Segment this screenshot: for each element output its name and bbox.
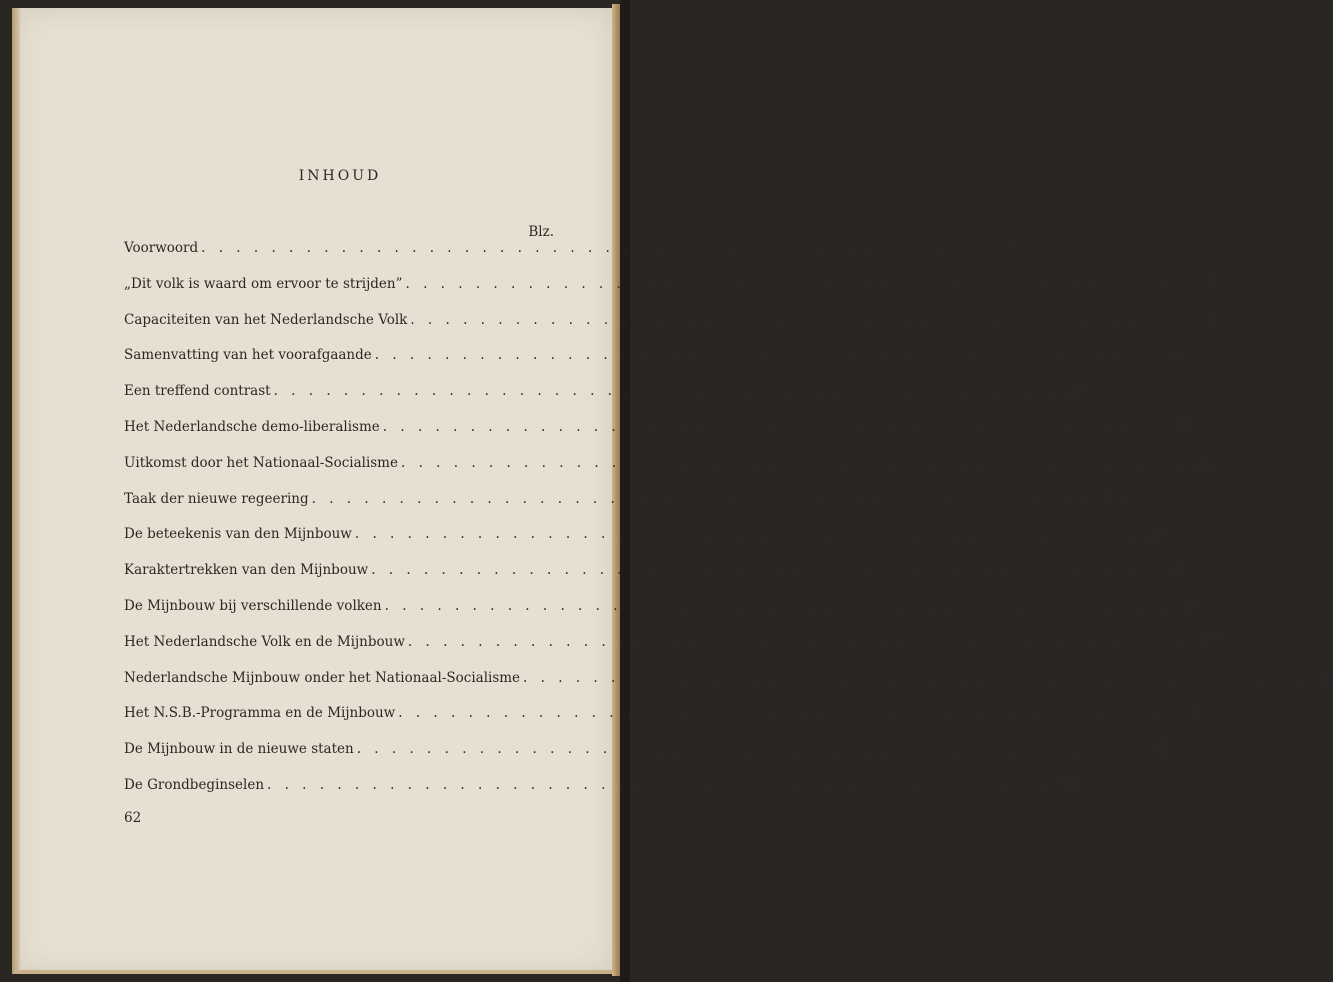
toc-leader-dots: . . . . . . . . . . . . . . . . . . . . . . . . . . . . . . . . . . . . . . . . . . . . . bbox=[267, 776, 1050, 793]
toc-entry-title: De Mijnbouw bij verschillende volken bbox=[124, 597, 382, 614]
toc-entry bbox=[124, 454, 1212, 491]
toc-leader-dots: . . . . . . . . . . . . . . . . . . . . . . . . . . . . . . . . . . . . . . . . . . . . . bbox=[374, 347, 1158, 364]
toc-leader-dots: . . . . . . . . . . . . . . . . . . . . . . . . . . . . . . . . . . . . . . . . . . . . . bbox=[398, 705, 1181, 722]
toc-entry-page: 30 bbox=[1164, 562, 1182, 579]
toc-leader-dots: . . . . . . . . . . . . . . . . . . . . . . . . . . . . . . . . . . . . . . . . . . . . . bbox=[311, 490, 1095, 507]
toc-entry-title: De Mijnbouw in de nieuwe staten bbox=[124, 741, 354, 758]
toc-entry-title: Nederlandsche Mijnbouw onder het Nationaal-Socialisme bbox=[124, 669, 521, 686]
toc-entry-title: Karaktertrekken van den Mijnbouw bbox=[124, 562, 369, 579]
toc-entry-title: Het Nederlandsche demo-liberalisme bbox=[124, 418, 380, 435]
toc-leader-dots: . . . . . . . . . . . . . . . . . . . . . . . . . . . . . . . . . . . . . . . . . . . . . bbox=[273, 383, 1057, 400]
toc-entry bbox=[124, 633, 1219, 670]
toc-entry bbox=[124, 776, 1078, 813]
toc-leader-dots: . . . . . . . . . . . . . . . . . . . . . . . . . . . . . . . . . . . . . . . . . . . . . bbox=[400, 454, 1184, 471]
toc-entry bbox=[124, 597, 1196, 634]
table-of-contents bbox=[124, 240, 1333, 813]
toc-entry-title: „Dit volk is waard om ervoor te strijden” bbox=[124, 275, 403, 292]
toc-entry-title: Voorwoord bbox=[124, 240, 199, 256]
toc-entry-page: 44 bbox=[1316, 669, 1333, 686]
toc-leader-dots: . . . . . . . . . . . . . . . . . . . . . . . . . . . . . . . . . . . . . . . . . . . . . bbox=[384, 597, 1168, 614]
toc-entry-page: 37 bbox=[1201, 633, 1219, 650]
toc-leader-dots: . . . . . . . . . . . . . . . . . . . . . . . . . . . . . . . . . . . . . . . . . . . . . bbox=[356, 741, 1140, 758]
toc-entry-page: 56 bbox=[1060, 776, 1078, 793]
toc-entry-page: 47 bbox=[1191, 705, 1209, 722]
toc-entry bbox=[124, 669, 1333, 706]
toc-entry-page: 5 bbox=[1207, 275, 1216, 292]
toc-leader-dots: . . . . . . . . . . . . . . . . . . . . . . . . . . . . . . . . . . . . . . . . . . . . . bbox=[201, 240, 984, 256]
toc-entry-page: 6 bbox=[1212, 311, 1221, 328]
toc-entry-page: 27 bbox=[1148, 526, 1166, 543]
toc-entry bbox=[124, 741, 1168, 777]
toc-entry-page: 23 bbox=[1104, 490, 1123, 507]
page-edge-left bbox=[12, 8, 20, 974]
page-edge-bottom bbox=[14, 970, 614, 974]
toc-entry-page: 20 bbox=[1176, 418, 1194, 435]
toc-entry bbox=[124, 705, 1209, 741]
toc-entry-page: 22 bbox=[1194, 454, 1212, 471]
toc-entry bbox=[124, 418, 1194, 455]
toc-entry-title: Samenvatting van het voorafgaande bbox=[124, 347, 372, 364]
toc-entry bbox=[124, 240, 1012, 276]
toc-entry bbox=[124, 275, 1216, 312]
toc-entry-title: Het Nederlandsche Volk en de Mijnbouw bbox=[124, 633, 405, 650]
toc-leader-dots: . . . . . . . . . . . . . . . . . . . . . . . . . . . . . . . . . . . . . . . . . . . . . bbox=[523, 669, 1306, 686]
toc-entry bbox=[124, 490, 1123, 527]
toc-entry-page: 54 bbox=[1149, 741, 1168, 758]
toc-entry-title: Capaciteiten van het Nederlandsche Volk bbox=[124, 311, 408, 328]
toc-entry-page: 18 bbox=[1066, 383, 1085, 400]
toc-entry-title: Een treffend contrast bbox=[124, 383, 271, 400]
toc-leader-dots: . . . . . . . . . . . . . . . . . . . . . . . . . . . . . . . . . . . . . . . . . . . . . bbox=[405, 275, 1188, 292]
toc-leader-dots: . . . . . . . . . . . . . . . . . . . . . . . . . . . . . . . . . . . . . . . . . . . . . bbox=[354, 526, 1138, 543]
toc-entry-page: 16 bbox=[1168, 347, 1186, 364]
toc-entry bbox=[124, 347, 1186, 383]
page-title: INHOUD bbox=[298, 168, 382, 184]
toc-leader-dots: . . . . . . . . . . . . . . . . . . . . . . . . . . . . . . . . . . . . . . . . . . . . . bbox=[371, 562, 1154, 579]
toc-entry-title: Het N.S.B.-Programma en de Mijnbouw bbox=[124, 705, 396, 722]
page-number: 62 bbox=[124, 810, 142, 826]
toc-entry-title: Uitkomst door het Nationaal-Socialisme bbox=[124, 454, 398, 471]
toc-entry-page: 33 bbox=[1177, 597, 1196, 614]
toc-entry-title: De Grondbeginselen bbox=[124, 776, 265, 793]
toc-entry bbox=[124, 311, 1221, 348]
toc-entry-title: De beteekenis van den Mijnbouw bbox=[124, 526, 352, 543]
toc-entry bbox=[124, 383, 1085, 419]
toc-entry bbox=[124, 526, 1166, 562]
toc-entry-title: Taak der nieuwe regeering bbox=[124, 490, 309, 507]
toc-leader-dots: . . . . . . . . . . . . . . . . . . . . . . . . . . . . . . . . . . . . . . . . . . . . . bbox=[382, 418, 1166, 435]
page-column-header: Blz. bbox=[528, 224, 554, 240]
toc-entry-page: 3 bbox=[1002, 240, 1012, 256]
toc-leader-dots: . . . . . . . . . . . . . . . . . . . . . . . . . . . . . . . . . . . . . . . . . . . . . bbox=[410, 311, 1193, 328]
toc-entry bbox=[124, 562, 1182, 598]
toc-leader-dots: . . . . . . . . . . . . . . . . . . . . . . . . . . . . . . . . . . . . . . . . . . . . . bbox=[407, 633, 1191, 650]
